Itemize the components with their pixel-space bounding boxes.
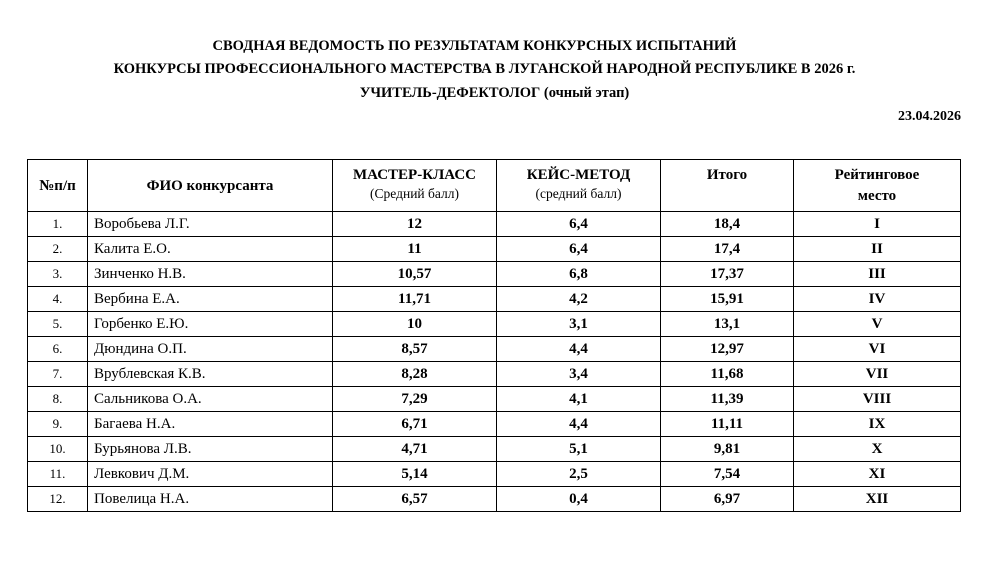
rating-place: VI [794, 337, 961, 362]
table-row [28, 262, 961, 287]
case-method-score: 6,4 [497, 237, 661, 262]
case-method-score: 0,4 [497, 487, 661, 512]
contestant-name: Вербина Е.А. [88, 287, 333, 312]
column-header-case [497, 160, 661, 212]
column-header-name [88, 160, 333, 212]
rating-place: II [794, 237, 961, 262]
results-table [27, 159, 961, 512]
rating-place: X [794, 437, 961, 462]
table-row [28, 437, 961, 462]
master-class-score: 5,14 [333, 462, 497, 487]
master-class-score: 8,57 [333, 337, 497, 362]
case-method-score: 4,4 [497, 412, 661, 437]
rating-place: IX [794, 412, 961, 437]
case-method-score: 4,4 [497, 337, 661, 362]
case-method-score: 6,8 [497, 262, 661, 287]
contestant-name: Повелица Н.А. [88, 487, 333, 512]
table-row [28, 312, 961, 337]
row-number: 5. [28, 312, 88, 337]
case-method-score: 3,4 [497, 362, 661, 387]
column-header-total-label: Итого [706, 167, 748, 183]
total-score: 7,54 [661, 462, 794, 487]
row-number: 10. [28, 437, 88, 462]
row-number: 8. [28, 387, 88, 412]
contestant-name: Сальникова О.А. [88, 387, 333, 412]
rating-place: XI [794, 462, 961, 487]
contestant-name: Врублевская К.В. [88, 362, 333, 387]
table-row [28, 387, 961, 412]
row-number: 4. [28, 287, 88, 312]
total-score: 13,1 [661, 312, 794, 337]
rating-place: VII [794, 362, 961, 387]
rating-place: V [794, 312, 961, 337]
row-number: 7. [28, 362, 88, 387]
case-method-score: 4,1 [497, 387, 661, 412]
document-title-line1: СВОДНАЯ ВЕДОМОСТЬ ПО РЕЗУЛЬТАТАМ КОНКУРСНЫХ ИСПЫТАНИЙ [212, 38, 737, 54]
case-method-score: 4,2 [497, 287, 661, 312]
table-row [28, 362, 961, 387]
column-header-case-label: КЕЙС-МЕТОД [526, 167, 631, 183]
column-header-master-label: МАСТЕР-КЛАСС [352, 167, 477, 183]
contestant-name: Зинченко Н.В. [88, 262, 333, 287]
total-score: 12,97 [661, 337, 794, 362]
table-row [28, 412, 961, 437]
master-class-score: 11,71 [333, 287, 497, 312]
total-score: 18,4 [661, 212, 794, 237]
row-number: 3. [28, 262, 88, 287]
column-header-case-sub: (средний балл) [535, 186, 622, 201]
column-header-total [661, 160, 794, 212]
case-method-score: 3,1 [497, 312, 661, 337]
master-class-score: 10,57 [333, 262, 497, 287]
row-number: 1. [28, 212, 88, 237]
rating-place: IV [794, 287, 961, 312]
table-row [28, 287, 961, 312]
rating-place: III [794, 262, 961, 287]
contestant-name: Воробьева Л.Г. [88, 212, 333, 237]
column-header-num-label: №п/п [39, 177, 76, 194]
column-header-master-sub: (Средний балл) [370, 186, 459, 201]
rating-place: XII [794, 487, 961, 512]
total-score: 6,97 [661, 487, 794, 512]
contestant-name: Дюндина О.П. [88, 337, 333, 362]
total-score: 11,68 [661, 362, 794, 387]
table-row [28, 212, 961, 237]
total-score: 15,91 [661, 287, 794, 312]
table-row [28, 237, 961, 262]
table-row [28, 337, 961, 362]
master-class-score: 6,57 [333, 487, 497, 512]
master-class-score: 4,71 [333, 437, 497, 462]
total-score: 11,11 [661, 412, 794, 437]
total-score: 17,37 [661, 262, 794, 287]
row-number: 9. [28, 412, 88, 437]
master-class-score: 8,28 [333, 362, 497, 387]
contestant-name: Калита Е.О. [88, 237, 333, 262]
master-class-score: 11 [333, 237, 497, 262]
row-number: 11. [28, 462, 88, 487]
total-score: 17,4 [661, 237, 794, 262]
total-score: 9,81 [661, 437, 794, 462]
contestant-name: Горбенко Е.Ю. [88, 312, 333, 337]
contestant-name: Бурьянова Л.В. [88, 437, 333, 462]
case-method-score: 2,5 [497, 462, 661, 487]
column-header-rank [794, 160, 961, 212]
master-class-score: 12 [333, 212, 497, 237]
table-header-row [28, 160, 961, 212]
row-number: 12. [28, 487, 88, 512]
case-method-score: 5,1 [497, 437, 661, 462]
column-header-master [333, 160, 497, 212]
master-class-score: 10 [333, 312, 497, 337]
contestant-name: Левкович Д.М. [88, 462, 333, 487]
table-row [28, 487, 961, 512]
document-date: 23.04.2026 [898, 109, 961, 124]
document-title-line3: УЧИТЕЛЬ-ДЕФЕКТОЛОГ (очный этап) [359, 85, 630, 101]
rating-place: I [794, 212, 961, 237]
column-header-name-label: ФИО конкурсанта [146, 177, 274, 194]
table-row [28, 462, 961, 487]
master-class-score: 7,29 [333, 387, 497, 412]
document-title-line2: КОНКУРСЫ ПРОФЕССИОНАЛЬНОГО МАСТЕРСТВА В ЛУГАНСКОЙ НАРОДНОЙ РЕСПУБЛИКЕ В 2026 г. [113, 61, 856, 77]
total-score: 11,39 [661, 387, 794, 412]
column-header-rank-label1: Рейтинговое [834, 167, 920, 183]
column-header-rank-label2: место [857, 188, 897, 204]
rating-place: VIII [794, 387, 961, 412]
case-method-score: 6,4 [497, 212, 661, 237]
master-class-score: 6,71 [333, 412, 497, 437]
row-number: 2. [28, 237, 88, 262]
column-header-num [28, 160, 88, 212]
contestant-name: Багаева Н.А. [88, 412, 333, 437]
row-number: 6. [28, 337, 88, 362]
